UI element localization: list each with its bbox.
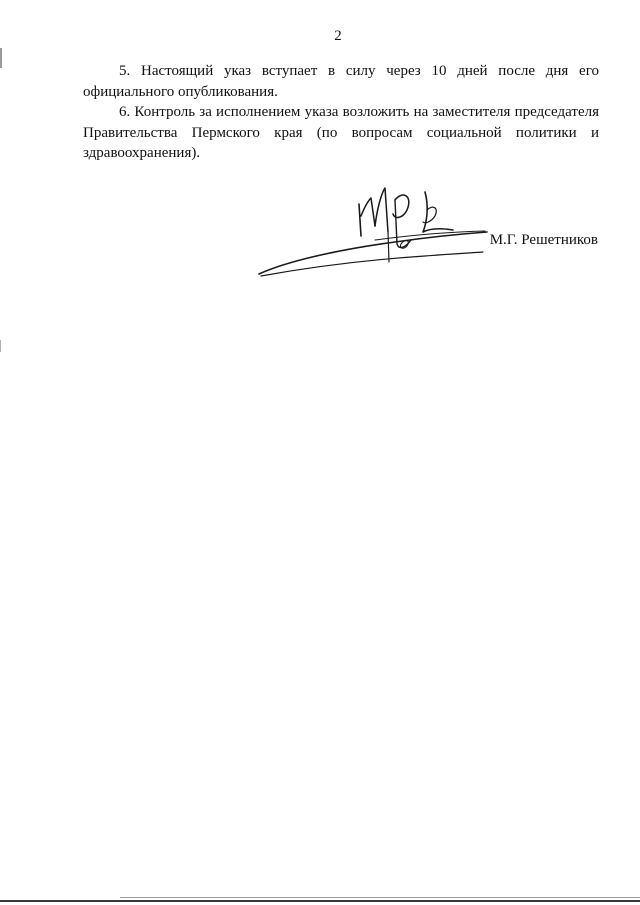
signer-name: М.Г. Решетников bbox=[489, 232, 598, 248]
scan-bottom-edge bbox=[0, 900, 640, 902]
handwritten-signature-icon bbox=[255, 170, 495, 285]
document-body bbox=[83, 61, 599, 164]
scan-bottom-edge bbox=[120, 897, 640, 898]
page-number: 2 bbox=[334, 28, 342, 44]
scan-edge-mark bbox=[0, 340, 1, 352]
paragraph-5: 5. Настоящий указ вступает в силу через 10 дней после дня его официального опубликования. bbox=[83, 63, 599, 100]
paragraph-6: 6. Контроль за исполнением указа возложить на заместителя председателя Правительства Пермского края (по вопросам социальной политики и здравоохранения). bbox=[83, 104, 599, 161]
scan-edge-mark bbox=[0, 48, 2, 68]
